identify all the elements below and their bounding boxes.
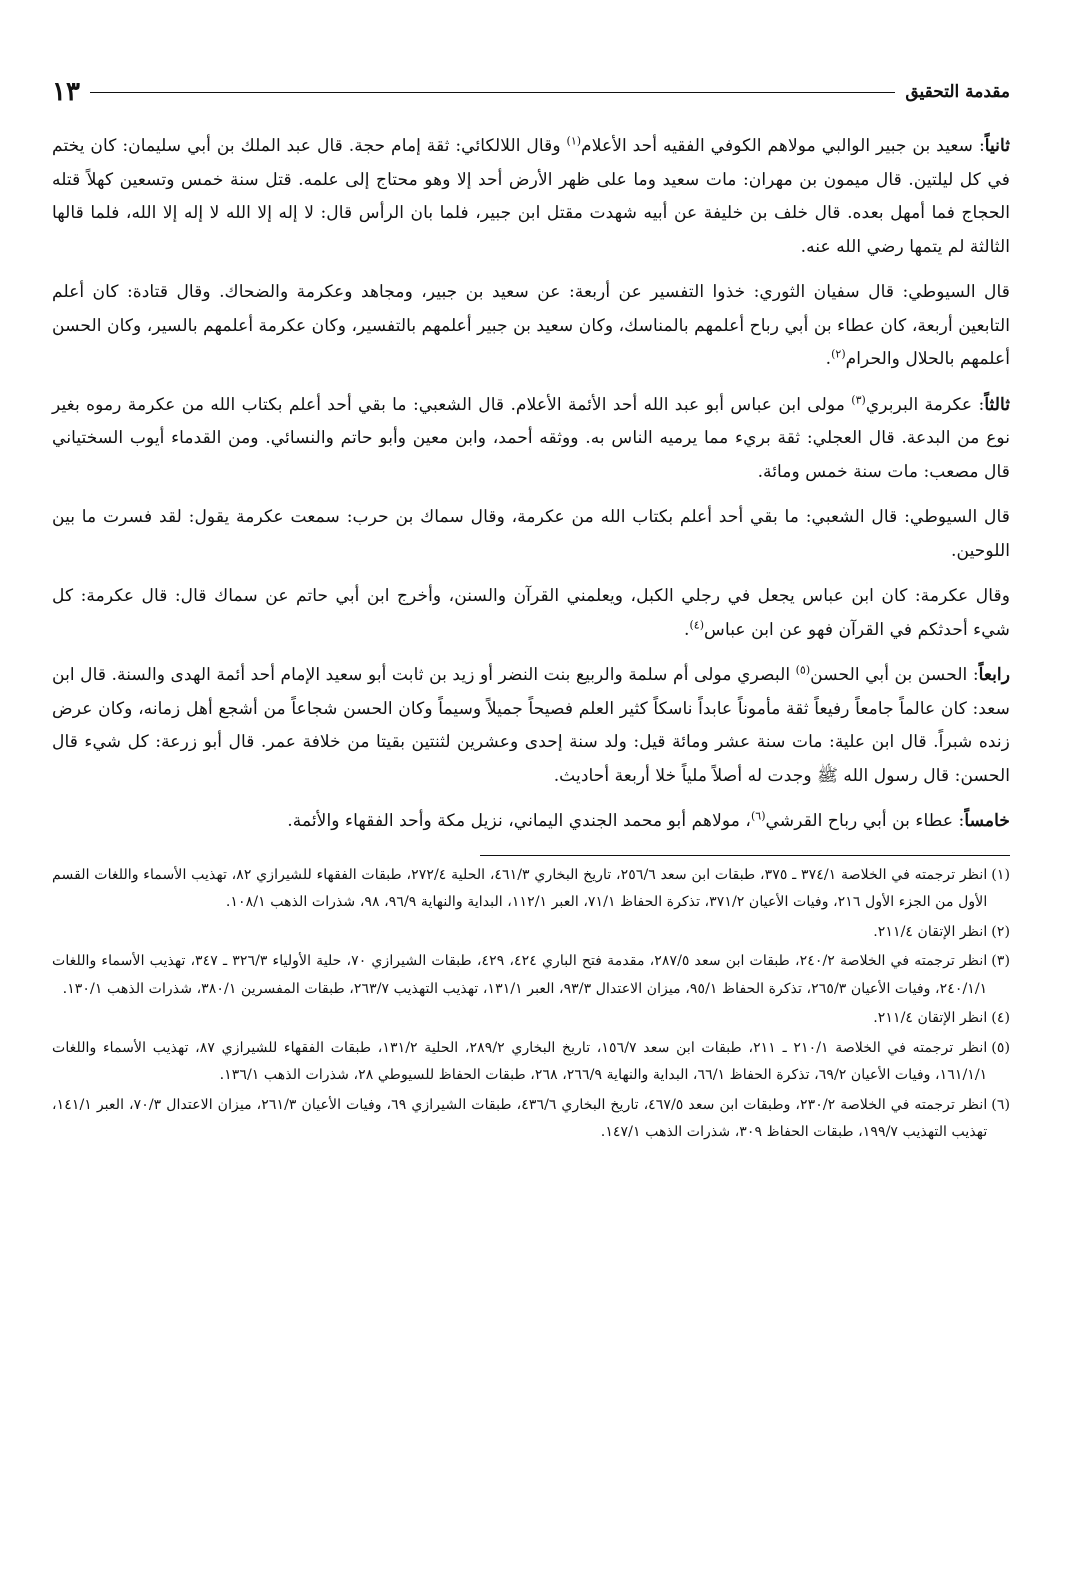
paragraph-ikrima-said bbox=[52, 580, 1010, 647]
footnote-number: (٥) bbox=[991, 1039, 1010, 1056]
footnote-text: انظر ترجمته في الخلاصة ٢٣٠/٢، وطبقات ابن سعد ٤٦٧/٥، تاريخ البخاري ٤٣٦/٦، طبقات الشيرازي ٦٩، وفيات الأعيان ٢٦١/٣، ميزان الاعتدال ٧٠/٣، العبر ١٤١/١، تهذيب التهذيب ١٩٩/٧، طبقات الحفاظ ٣٠٩، شذرات الذهب ١٤٧/١. bbox=[52, 1096, 988, 1140]
paragraph-text-cont: مولى ابن عباس أبو عبد الله أحد الأئمة الأعلام. قال الشعبي: ما بقي أحد أعلم بكتاب الله من عكرمة رموه بغير نوع من البدعة. قال العجلي: ثقة بريء مما يرميه الناس به. ووثقه أحمد، وابن معين وأبو حاتم والنسائي. ومن القدماء أيوب السختياني قال مصعب: مات سنة خمس ومائة. bbox=[52, 394, 1010, 482]
paragraph-text: قال السيوطي: قال الشعبي: ما بقي أحد أعلم بكتاب الله من عكرمة، وقال سماك بن حرب: سمعت عكرمة يقول: لقد فسرت ما بين اللوحين. bbox=[52, 507, 1010, 561]
paragraph-suyuti-ikrima bbox=[52, 501, 1010, 568]
footnote-item bbox=[52, 919, 1010, 947]
paragraph-third bbox=[52, 389, 1010, 490]
footnote-text: انظر الإتقان ٢١١/٤. bbox=[873, 923, 988, 940]
footnote-text: انظر ترجمته في الخلاصة ٣٧٤/١ ـ ٣٧٥، طبقات ابن سعد ٢٥٦/٦، تاريخ البخاري ٤٦١/٣، الحلية ٢٧٢/٤، طبقات الفقهاء للشيرازي ٨٢، تهذيب الأسماء واللغات القسم الأول من الجزء الأول ٢١٦، وفيات الأعيان ٣٧١/٢، تذكرة الحفاظ ٧١/١، العبر ١١٢/١، البداية والنهاية ٩٦/٩، ٩٨، شذرات الذهب ١٠٨/١. bbox=[52, 866, 988, 910]
footnote-ref: (١) bbox=[566, 134, 582, 148]
footnote-number: (٣) bbox=[991, 953, 1010, 969]
footnote-separator bbox=[480, 855, 1010, 856]
paragraph-text-cont: ، مولاهم أبو محمد الجندي اليماني، نزيل مكة وأحد الفقهاء والأئمة. bbox=[287, 811, 751, 831]
paragraph-second bbox=[52, 130, 1010, 264]
footnote-text: انظر ترجمته في الخلاصة ٢٤٠/٢، طبقات ابن سعد ٢٨٧/٥، مقدمة فتح الباري ٤٢٤، ٤٢٩، طبقات الشيرازي ٧٠، حلية الأولياء ٣٢٦/٣ ـ ٣٤٧، تهذيب الأسماء واللغات ٢٤٠/١/١، وفيات الأعيان ٢٦٥/٣، تذكرة الحفاظ ٩٥/١، ميزان الاعتدال ٩٣/٣، العبر ١٣١/١، تهذيب التهذيب ٢٦٣/٧، طبقات المفسرين ٣٨٠/١، شذرات الذهب ١٣٠/١. bbox=[52, 953, 988, 997]
paragraph-fifth bbox=[52, 805, 1010, 839]
header-rule bbox=[90, 92, 895, 93]
footnote-text: انظر الإتقان ٢١١/٤. bbox=[873, 1010, 988, 1026]
paragraph-text-cont: . bbox=[684, 619, 690, 640]
paragraph-lead: ثالثاً bbox=[984, 394, 1010, 415]
footnotes bbox=[52, 862, 1010, 1147]
page-number: ١٣ bbox=[52, 77, 80, 107]
paragraph-text-cont: البصري مولى أم سلمة والربيع بنت النضر أو زيد بن ثابت أبو سعيد الإمام أحد أئمة الهدى والسنة. قال ابن سعد: كان عالماً جامعاً رفيعاً ثقة مأموناً عابداً ناسكاً كثير العلم فصيحاً جميلاً وسيماً وكان الحسن شجاعاً من أشجع أهل زمانه، وكان عرض زنده شبراً. قال ابن علية: مات سنة عشر ومائة قيل: ولد سنة إحدى وعشرين لثنتين بقيتا من خلافة عمر. قال أبو زرعة: كل شيء قال الحسن: قال رسول الله ﷺ وجدت له أصلاً ملياً خلا أربعة أحاديث. bbox=[52, 665, 1010, 786]
paragraph-text-cont: . bbox=[825, 349, 832, 369]
paragraph-text: : عطاء بن أبي رباح القرشي bbox=[765, 811, 965, 831]
footnote-ref: (٥) bbox=[795, 663, 811, 677]
paragraph-text: : سعيد بن جبير الوالبي مولاهم الكوفي الفقيه أحد الأعلام bbox=[581, 136, 985, 156]
paragraph-lead: ثانياً bbox=[984, 136, 1010, 156]
footnote-ref: (٦) bbox=[750, 809, 766, 823]
footnote-number: (٤) bbox=[991, 1010, 1010, 1026]
paragraph-text: : عكرمة البربري bbox=[865, 394, 985, 415]
paragraph-lead: خامساً bbox=[964, 811, 1010, 831]
paragraph-text: وقال عكرمة: كان ابن عباس يجعل في رجلي الكبل، ويعلمني القرآن والسنن، وأخرج ابن أبي حاتم عن سماك قال: قال عكرمة: كل شيء أحدثكم في القرآن فهو عن ابن عباس bbox=[52, 586, 1010, 640]
footnote-number: (٢) bbox=[991, 923, 1010, 940]
footnote-ref: (٤) bbox=[689, 617, 705, 631]
footnote-number: (١) bbox=[991, 866, 1010, 883]
paragraph-text-cont: وقال اللالكائي: ثقة إمام حجة. قال عبد الملك بن أبي سليمان: كان يختم في كل ليلتين. قال ميمون بن مهران: مات سعيد وما على ظهر الأرض أحد إلا وهو محتاج إلى علمه. قتل سنة خمس وتسعين كهلاً قتله الحجاج فما أمهل بعده. قال خلف بن خليفة عن أبيه شهدت مقتل ابن جبير، فلما بان الرأس قال: لا إله إلا الله لا إله إلا الله، فلما قالها الثالثة لم يتمها رضي الله عنه. bbox=[52, 136, 1010, 257]
footnote-item bbox=[52, 1092, 1010, 1147]
footnote-text: انظر ترجمته في الخلاصة ٢١٠/١ ـ ٢١١، طبقات ابن سعد ١٥٦/٧، تاريخ البخاري ٢٨٩/٢، الحلية ١٣١/٢، طبقات الفقهاء للشيرازي ٨٧، تهذيب الأسماء واللغات ١٦١/١/١، وفيات الأعيان ٦٩/٢، تذكرة الحفاظ ٦٦/١، البداية والنهاية ٢٦٦/٩، ٢٦٨، طبقات الحفاظ للسيوطي ٢٨، شذرات الذهب ١٣٦/١. bbox=[52, 1039, 988, 1083]
paragraph-lead: رابعاً bbox=[978, 665, 1010, 685]
paragraph-text: قال السيوطي: قال سفيان الثوري: خذوا التفسير عن أربعة: عن سعيد بن جبير، ومجاهد وعكرمة والضحاك. وقال قتادة: كان أعلم التابعين أربعة، كان عطاء بن أبي رباح أعلمهم بالمناسك، وكان سعيد بن جبير أعلمهم بالتفسير، وكان عكرمة أعلمهم بالسير، وكان الحسن أعلمهم بالحلال والحرام bbox=[52, 282, 1010, 369]
paragraph-suyuti-tafsir bbox=[52, 276, 1010, 377]
footnote-item bbox=[52, 1005, 1010, 1033]
footnote-item bbox=[52, 862, 1010, 917]
main-text bbox=[52, 130, 1010, 839]
running-header bbox=[52, 72, 1010, 112]
footnote-number: (٦) bbox=[991, 1096, 1010, 1113]
footnote-ref: (٢) bbox=[831, 347, 846, 361]
footnote-item bbox=[52, 948, 1010, 1003]
footnote-item bbox=[52, 1035, 1010, 1090]
paragraph-text: : الحسن بن أبي الحسن bbox=[810, 665, 979, 685]
footnote-ref: (٣) bbox=[851, 392, 866, 406]
paragraph-fourth bbox=[52, 659, 1010, 793]
running-title: مقدمة التحقيق bbox=[905, 82, 1010, 102]
